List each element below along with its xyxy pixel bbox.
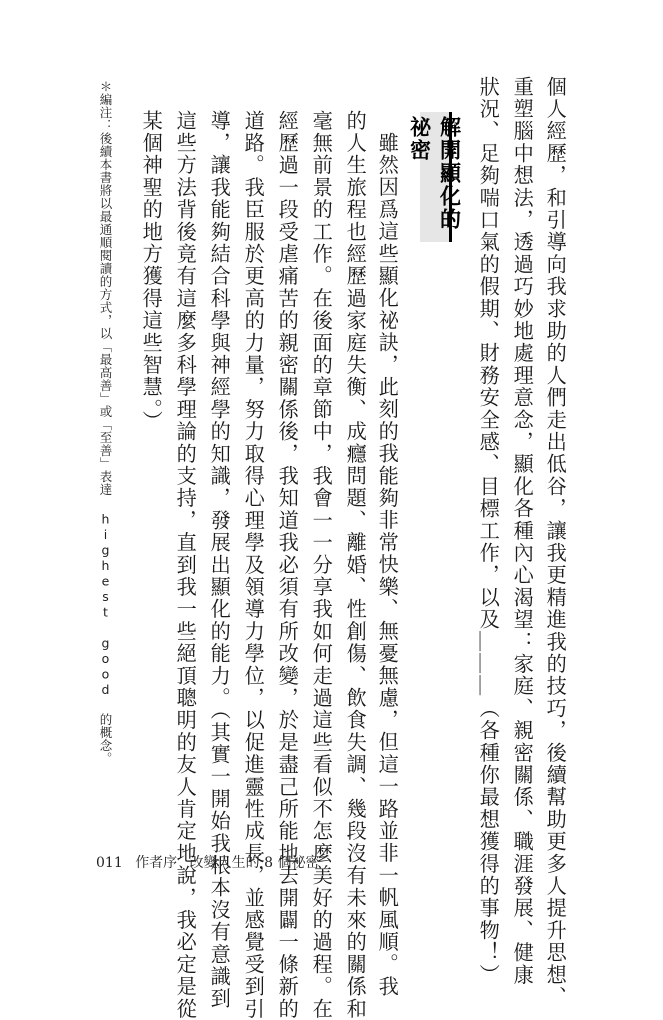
section-line-1: 雖然因爲這些顯化祕訣，此刻的我能夠非常快樂、無憂無慮，但這一路並非一帆風順。我 [375,132,400,998]
body-line-2: 重塑腦中想法，透過巧妙地處理意念，顯化各種內心渴望：家庭、親密關係、職涯發展、健康 [510,76,535,987]
page-number: 011 [96,855,123,871]
section-line-2: 的人生旅程也經歷過家庭失衡、成癮問題、離婚、性創傷、飲食失調、幾段沒有未來的關係和 [343,110,368,1020]
section-line-3: 毫無前景的工作。在後面的章節中，我會一一分享我如何走過這些看似不怎麼美好的過程。在 [309,110,334,1020]
section-line-6: 導，讓我能夠結合科學與神經學的知識，發展出顯化的能力。（其實一開始我根本沒有意識到 [207,110,232,1011]
section-line-7: 這些方法背後竟有這麼多科學理論的支持，直到我一些絕頂聰明的友人肯定地說，我必定是從 [173,110,198,1020]
footer-chapter: 改變人生的 8 個祕密 [189,855,320,871]
page-footer [96,852,327,872]
section-line-4: 經歷過一段受虐痛苦的親密關係後，我知道我必須有所改變，於是盡己所能地去開闢一條新的 [275,110,300,1020]
section-heading [407,112,462,242]
section-line-8: 某個神聖的地方獲得這些智慧。） [139,110,164,433]
section-line-5: 道路。我臣服於更高的力量，努力取得心理學及領導力學位，以促進靈性成長，並感覺受到引 [241,110,266,1020]
body-line-1: 個人經歷，和引導向我求助的人們走出低谷，讓我更精進我的技巧，後續幫助更多人提升思想、 [543,76,568,1009]
footer-section: 作者序 [135,855,178,871]
body-line-3: 狀況、足夠喘口氣的假期、財務安全感、目標工作，以及＿＿＿（各種你最想獲得的事物！） [476,76,501,987]
footnote: ＊編注：後續本書將以最通順閱讀的方式，以「最高善」或「至善」表達 highest good 的概念。 [98,80,113,765]
section-heading-text: 解開顯化的祕密 [407,116,462,231]
